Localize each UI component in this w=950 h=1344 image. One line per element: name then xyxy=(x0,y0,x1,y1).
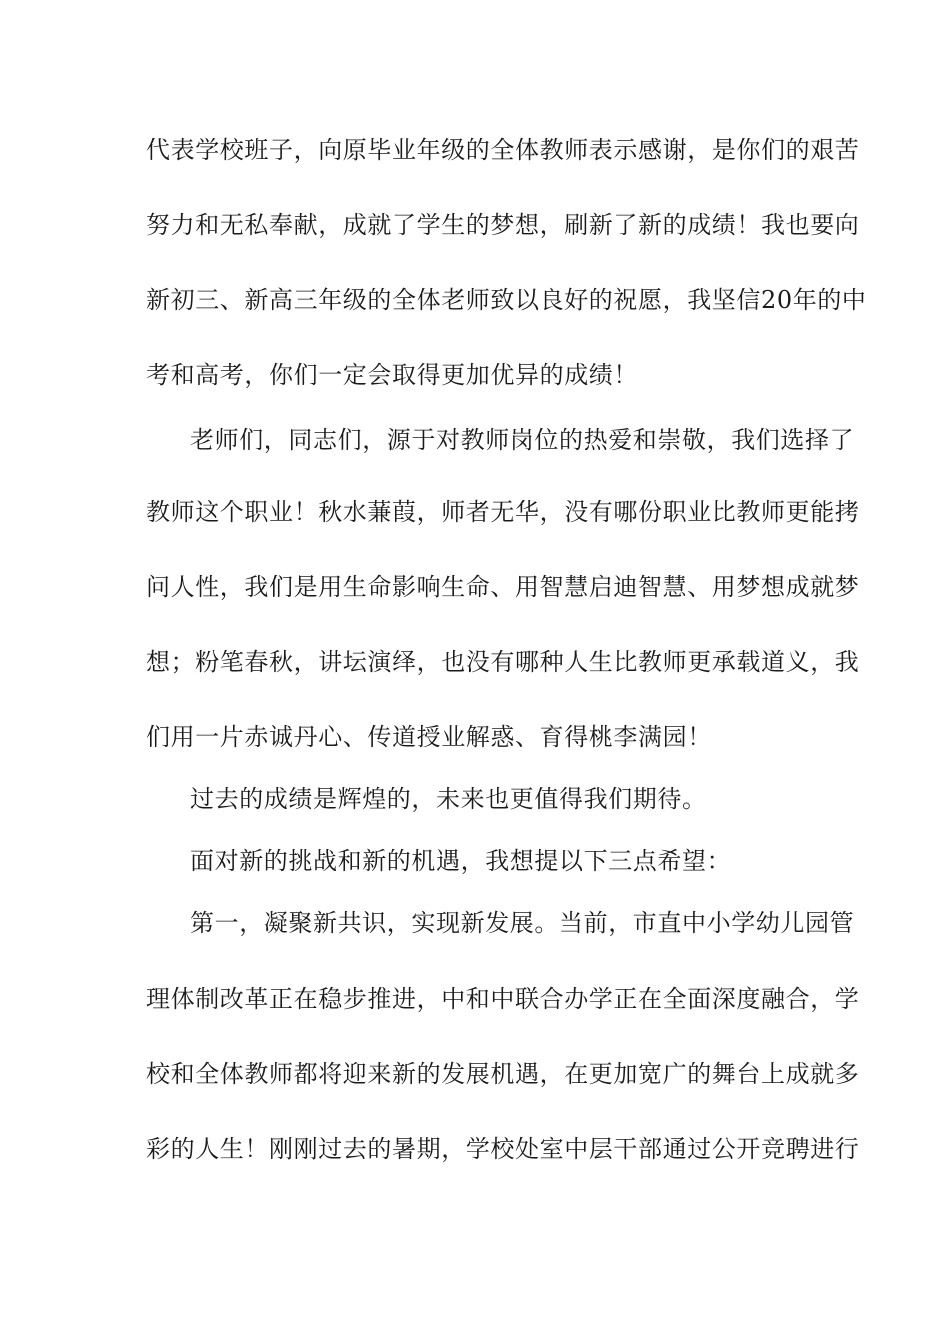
text-line: 考和高考，你们一定会取得更加优异的成绩！ xyxy=(146,361,638,389)
text-line: 教师这个职业！秋水蒹葭，师者无华，没有哪份职业比教师更能拷 xyxy=(146,498,860,526)
text-line: 代表学校班子，向原毕业年级的全体教师表示感谢，是你们的艰苦 xyxy=(146,136,860,164)
text-line: 问人性，我们是用生命影响生命、用智慧启迪智慧、用梦想成就梦 xyxy=(146,573,860,601)
text-line: 彩的人生！刚刚过去的暑期，学校处室中层干部通过公开竞聘进行 xyxy=(146,1135,860,1163)
text-line: 理体制改革正在稳步推进，中和中联合办学正在全面深度融合，学 xyxy=(146,985,860,1013)
text-line: 想；粉笔春秋，讲坛演绎，也没有哪种人生比教师更承载道义，我 xyxy=(146,648,860,676)
text-line: 第一，凝聚新共识，实现新发展。当前，市直中小学幼儿园管 xyxy=(190,909,855,937)
text-line: 们用一片赤诚丹心、传道授业解惑、育得桃李满园！ xyxy=(146,723,712,751)
text-line: 校和全体教师都将迎来新的发展机遇，在更加宽广的舞台上成就多 xyxy=(146,1060,860,1088)
text-line: 新初三、新高三年级的全体老师致以良好的祝愿，我坚信20年的中 xyxy=(146,286,867,314)
text-line: 过去的成绩是辉煌的，未来也更值得我们期待。 xyxy=(190,785,707,813)
text-line: 老师们，同志们，源于对教师岗位的热爱和崇敬，我们选择了 xyxy=(190,426,855,454)
text-line: 面对新的挑战和新的机遇，我想提以下三点希望： xyxy=(190,847,732,875)
text-line: 努力和无私奉献，成就了学生的梦想，刷新了新的成绩！我也要向 xyxy=(146,211,860,239)
